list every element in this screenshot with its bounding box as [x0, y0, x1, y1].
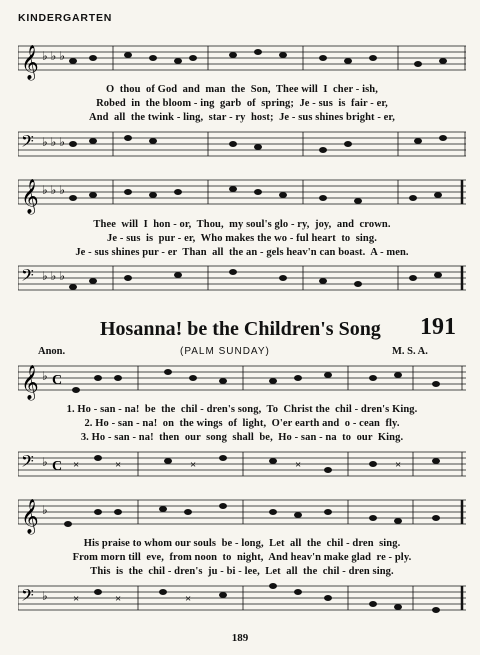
lyric-h2-s1-v3: 3. Ho - san - na! then our song shall be, Ho - san - na to our King. — [80, 432, 404, 443]
svg-text:♭: ♭ — [42, 369, 48, 383]
svg-text:𝄢: 𝄢 — [21, 451, 34, 475]
lyric-h1-s2-v1: Thee will I hon - or, Thou, my soul's glo - ry, joy, and crown. — [93, 219, 391, 230]
lyric-h1-s2-v2: Je - sus is pur - er, Who makes the wo - ful heart to sing. — [107, 233, 377, 244]
staff-bass-h1-s2 — [18, 258, 466, 302]
staff-treble-h1-s1 — [18, 38, 466, 82]
lyric-h2-s2-v2: From morn till eve, from noon to night, And heav'n make glad re - ply. — [72, 552, 412, 563]
svg-text:×: × — [73, 459, 80, 471]
lyric-h2-s1-v2: 2. Ho - san - na! on the wings of light, O'er earth and o - cean fly. — [84, 418, 400, 429]
svg-text:♭: ♭ — [42, 455, 48, 469]
staff-treble-h1-s2 — [18, 172, 466, 216]
svg-text:𝄢: 𝄢 — [21, 131, 34, 155]
svg-text:♭ ♭ ♭: ♭ ♭ ♭ — [42, 183, 65, 197]
lyric-h2-s2-v3: This is the chil - dren's ju - bi - lee, Let all the chil - dren sing. — [90, 566, 394, 577]
lyric-h1-s1-v3: And all the twink - ling, star - ry host; Je - sus shines bright - er, — [89, 112, 395, 123]
svg-text:×: × — [73, 593, 80, 605]
occasion-label: (PALM SUNDAY) — [180, 346, 270, 357]
svg-text:C: C — [52, 373, 63, 388]
lyric-h1-s1-v1: O thou of God and man the Son, Thee will I cher - ish, — [106, 84, 378, 95]
svg-text:×: × — [115, 593, 122, 605]
svg-text:C: C — [52, 459, 63, 474]
svg-text:♭ ♭ ♭: ♭ ♭ ♭ — [42, 269, 65, 283]
section-label: KINDERGARTEN — [18, 12, 113, 24]
composer-credit: M. S. A. — [392, 346, 428, 357]
svg-text:×: × — [115, 459, 122, 471]
lyric-h2-s2-v1: His praise to whom our souls be - long, Let all the chil - dren sing. — [83, 538, 401, 549]
author-credit: Anon. — [38, 346, 66, 357]
hymn-title: Hosanna! be the Children's Song — [100, 318, 381, 340]
svg-text:♭: ♭ — [42, 503, 48, 517]
svg-text:♭ ♭ ♭: ♭ ♭ ♭ — [42, 135, 65, 149]
staff-bass-h2-s2 — [18, 578, 466, 622]
staff-bass-h2-s1 — [18, 444, 466, 488]
svg-text:×: × — [395, 459, 402, 471]
svg-text:×: × — [190, 459, 197, 471]
staff-treble-h2-s2 — [18, 492, 466, 536]
svg-text:♭ ♭ ♭: ♭ ♭ ♭ — [42, 49, 65, 63]
svg-text:×: × — [185, 593, 192, 605]
svg-text:𝄞: 𝄞 — [21, 365, 39, 400]
hymn-number: 191 — [420, 314, 456, 340]
lyric-h1-s2-v3: Je - sus shines pur - er Than all the an - gels heav'n can boast. A - men. — [75, 247, 409, 258]
lyric-h2-s1-v1: 1. Ho - san - na! be the chil - dren's song, To Christ the chil - dren's King. — [66, 404, 418, 415]
staff-bass-h1-s1 — [18, 124, 466, 168]
svg-text:𝄢: 𝄢 — [21, 265, 34, 289]
svg-text:𝄢: 𝄢 — [21, 585, 34, 609]
lyric-h1-s1-v2: Robed in the bloom - ing garb of spring; Je - sus is fair - er, — [96, 98, 388, 109]
svg-text:×: × — [295, 459, 302, 471]
staff-treble-h2-s1 — [18, 358, 466, 402]
page-number: 189 — [231, 632, 249, 644]
svg-text:𝄞: 𝄞 — [21, 45, 39, 80]
svg-text:𝄞: 𝄞 — [21, 179, 39, 214]
svg-text:♭: ♭ — [42, 589, 48, 603]
svg-text:𝄞: 𝄞 — [21, 499, 39, 534]
